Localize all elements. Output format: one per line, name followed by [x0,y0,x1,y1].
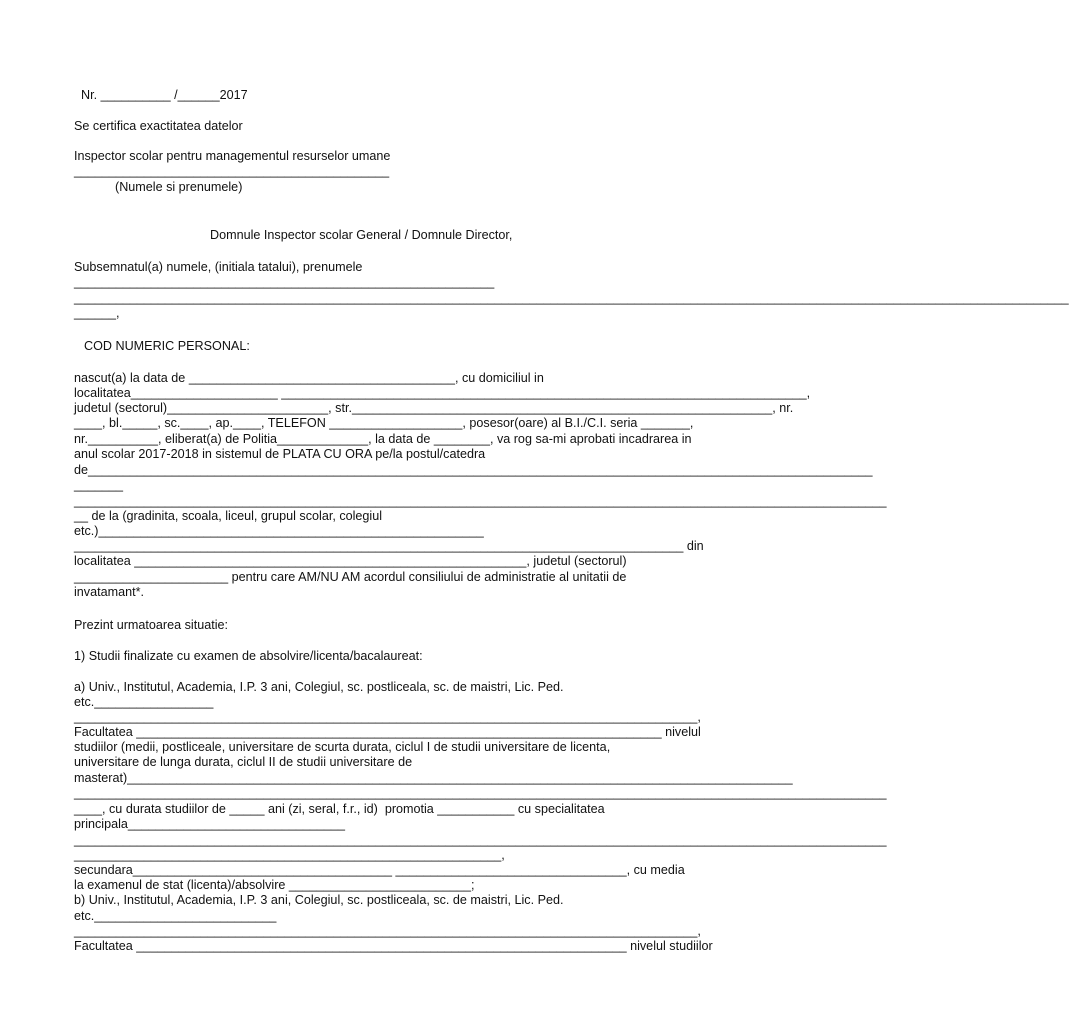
studies-line: la examenul de stat (licenta)/absolvire __________________________; [74,878,475,892]
studies-line: b) Univ., Institutul, Academia, I.P. 3 ani, Colegiul, sc. postliceala, sc. de maistri, Lic. Ped. [74,893,564,907]
situation-intro: Prezint urmatoarea situatie: [74,618,228,632]
certification-text: Se certifica exactitatea datelor [74,119,243,133]
body-line: de________________________________________________________________________________________________________________ [74,463,873,477]
applicant-name-label: Subsemnatul(a) numele, (initiala tatalui), prenumele [74,260,363,274]
studies-line: ____, cu durata studiilor de _____ ani (zi, seral, f.r., id) promotia ___________ cu specialitatea [74,802,605,816]
inspector-name-caption: (Numele si prenumele) [115,180,243,194]
body-line: ______________________ pentru care AM/NU AM acordul consiliului de administratie al unitatii de [74,570,627,584]
body-line: _______ [74,478,124,492]
studies-line: masterat)_______________________________________________________________________________________________ [74,771,793,785]
studies-line: Facultatea ___________________________________________________________________________ nivelul [74,725,701,739]
studies-line: ____________________________________________________________________________________________________________________ [74,786,887,800]
body-line: nascut(a) la data de ______________________________________, cu domiciliul in [74,371,544,385]
studies-line: etc.__________________________ [74,909,277,923]
studies-heading: 1) Studii finalizate cu examen de absolvire/licenta/bacalaureat: [74,649,423,663]
salutation: Domnule Inspector scolar General / Domnule Director, [210,228,513,242]
studies-line: _________________________________________________________________________________________, [74,710,701,724]
inspector-signature-line: _____________________________________________ [74,164,390,178]
body-line: anul scolar 2017-2018 in sistemul de PLATA CU ORA pe/la postul/catedra [74,447,486,461]
cnp-label: COD NUMERIC PERSONAL: [84,339,250,353]
inspector-title: Inspector scolar pentru managementul resurselor umane [74,149,391,163]
body-line: ____, bl._____, sc.____, ap.____, TELEFON ___________________, posesor(oare) al B.I./C.I. seria _______, [74,416,694,430]
studies-line: secundara_____________________________________ _________________________________, cu media [74,863,685,877]
studies-line: universitare de lunga durata, ciclul II de studii universitare de [74,755,413,769]
studies-line: studiilor (medii, postliceale, universitare de scurta durata, ciclul I de studii universitare de licenta, [74,740,611,754]
body-line: localitatea_____________________ ___________________________________________________________________________, [74,386,811,400]
registration-number-line: Nr. __________ /______2017 [81,88,248,102]
applicant-name-line: ______, [74,306,120,320]
body-line: etc.)_______________________________________________________ [74,524,484,538]
body-line: nr.__________, eliberat(a) de Politia_____________, la data de ________, va rog sa-mi aprobati incadrarea in [74,432,692,446]
studies-line: a) Univ., Institutul, Academia, I.P. 3 ani, Colegiul, sc. postliceala, sc. de maistri, Lic. Ped. [74,680,564,694]
body-line: _______________________________________________________________________________________ din [74,539,704,553]
studies-line: ____________________________________________________________________________________________________________________ [74,833,887,847]
applicant-name-line: ____________________________________________________________ [74,275,495,289]
studies-line: principala_______________________________ [74,817,346,831]
body-line: invatamant*. [74,585,145,599]
studies-line: _________________________________________________________________________________________, [74,924,701,938]
body-line: judetul (sectorul)_______________________, str.____________________________________________________________, nr. [74,401,794,415]
studies-line: Facultatea ______________________________________________________________________ nivelul studiilor [74,939,713,953]
body-line: localitatea ________________________________________________________, judetul (sectorul) [74,554,627,568]
applicant-name-line: ______________________________________________________________________________________________________________________________________________ [74,291,1069,305]
studies-line: _____________________________________________________________, [74,848,505,862]
studies-line: etc._________________ [74,695,214,709]
body-line: __ de la (gradinita, scoala, liceul, grupul scolar, colegiul [74,509,383,523]
body-line: ____________________________________________________________________________________________________________________ [74,494,887,508]
